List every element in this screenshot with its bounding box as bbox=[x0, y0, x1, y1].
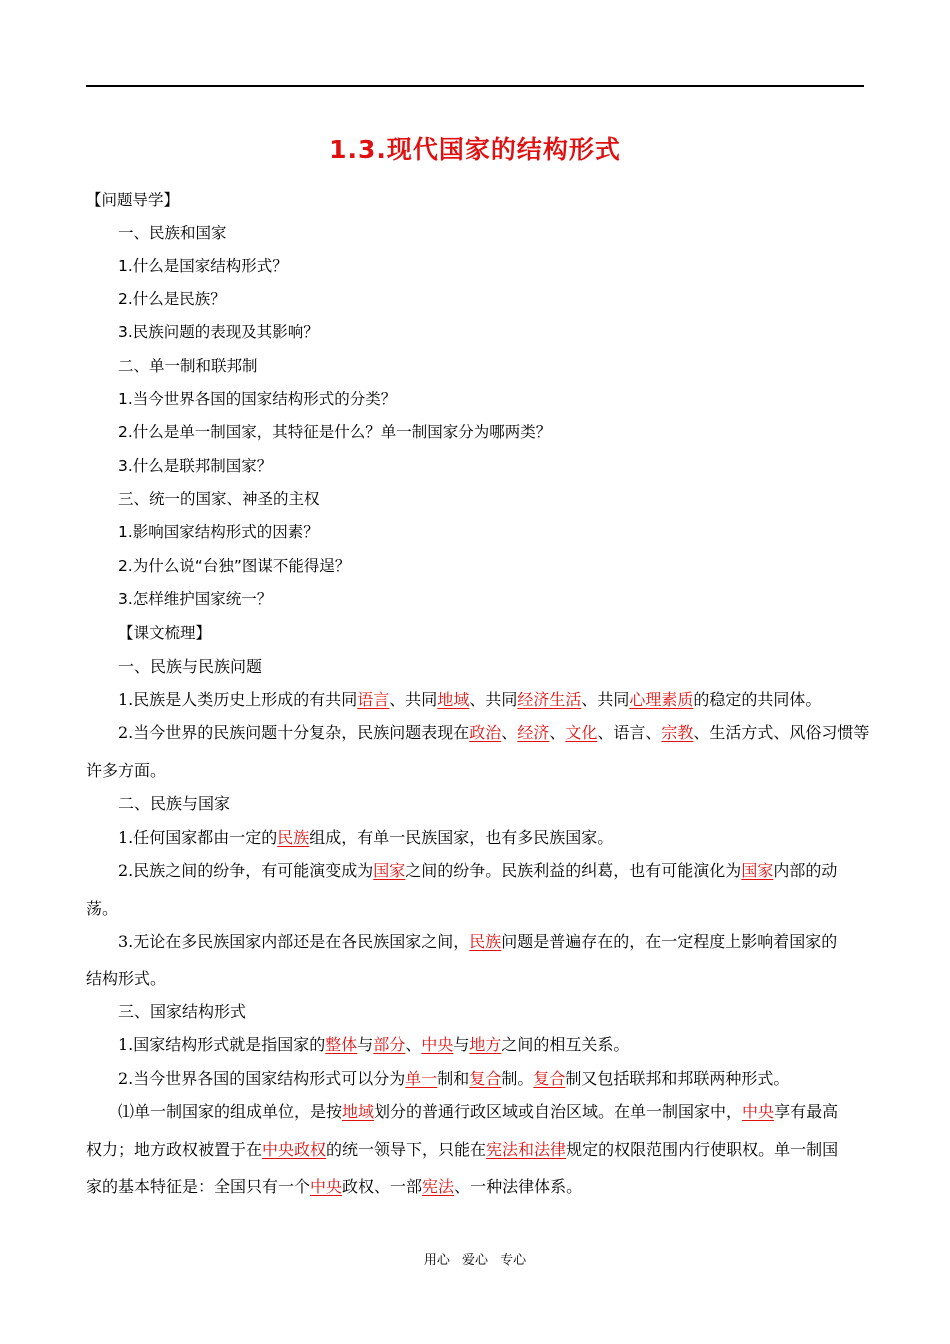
text-segment: 、共同 bbox=[469, 690, 518, 709]
answer-highlight: 宗教 bbox=[661, 723, 694, 742]
text-segment: 、语言、 bbox=[597, 723, 662, 742]
guide-item: 2.什么是民族？ bbox=[118, 290, 226, 308]
text-segment: 与 bbox=[357, 1035, 374, 1054]
text-segment: 、 bbox=[405, 1035, 422, 1054]
answer-highlight: 地方 bbox=[469, 1035, 502, 1054]
paragraph-line: 许多方面。 bbox=[86, 761, 167, 780]
answer-highlight: 中央 bbox=[310, 1177, 343, 1196]
paragraph-line: 结构形式。 bbox=[86, 969, 167, 988]
text-segment: 制又包括联邦和邦联两种形式。 bbox=[565, 1069, 790, 1088]
text-segment: 、共同 bbox=[389, 690, 438, 709]
paragraph-line bbox=[86, 1137, 838, 1160]
paragraph-line bbox=[118, 1066, 789, 1089]
section-title: 二、民族与国家 bbox=[118, 794, 231, 813]
answer-highlight: 经济 bbox=[517, 723, 550, 742]
text-segment: 2.当今世界的民族问题十分复杂，民族问题表现在 bbox=[118, 723, 470, 742]
text-segment: 组成，有单一民族国家，也有多民族国家。 bbox=[309, 828, 614, 847]
paragraph-line bbox=[118, 1032, 629, 1055]
answer-highlight: 宪法 bbox=[422, 1177, 455, 1196]
answer-highlight: 复合 bbox=[533, 1069, 566, 1088]
answer-highlight: 政治 bbox=[469, 723, 502, 742]
answer-highlight: 民族 bbox=[469, 932, 502, 951]
text-segment: 的稳定的共同体。 bbox=[693, 690, 822, 709]
text-segment: 、一种法律体系。 bbox=[454, 1177, 583, 1196]
text-segment: 内部的动 bbox=[773, 861, 838, 880]
page-footer: 用心 爱心 专心 bbox=[423, 1253, 527, 1268]
text-segment: 、生活方式、风俗习惯等 bbox=[693, 723, 870, 742]
text-segment: 政权、一部 bbox=[342, 1177, 423, 1196]
answer-highlight: 宪法和法律 bbox=[486, 1140, 567, 1159]
answer-highlight: 文化 bbox=[565, 723, 598, 742]
paragraph-line bbox=[118, 825, 613, 848]
text-segment: 、 bbox=[549, 723, 566, 742]
answer-highlight: 地域 bbox=[342, 1102, 375, 1121]
answer-highlight: 心理素质 bbox=[629, 690, 694, 709]
text-segment: 之间的纷争。民族利益的纠葛，也有可能演化为 bbox=[405, 861, 742, 880]
answer-highlight: 单一 bbox=[405, 1069, 438, 1088]
text-segment: 权力；地方政权被置于在 bbox=[86, 1140, 263, 1159]
text-segment: 制和 bbox=[437, 1069, 470, 1088]
answer-highlight: 语言 bbox=[357, 690, 390, 709]
text-segment: 1.民族是人类历史上形成的有共同 bbox=[118, 690, 358, 709]
guide-item: 1.什么是国家结构形式？ bbox=[118, 257, 288, 275]
text-segment: 划分的普通行政区域或自治区域。在单一制国家中， bbox=[374, 1102, 743, 1121]
paragraph-line bbox=[118, 929, 837, 952]
text-segment: 规定的权限范围内行使职权。单一制国 bbox=[566, 1140, 839, 1159]
header-rule bbox=[86, 85, 864, 87]
answer-highlight: 民族 bbox=[277, 828, 310, 847]
answer-highlight: 中央 bbox=[421, 1035, 454, 1054]
guide-item: 三、统一的国家、神圣的主权 bbox=[118, 490, 320, 508]
section-title: 三、国家结构形式 bbox=[118, 1002, 247, 1021]
page-title: 1.3.现代国家的结构形式 bbox=[329, 135, 621, 164]
guide-item: 3.民族问题的表现及其影响？ bbox=[118, 323, 319, 341]
text-segment: 家的基本特征是：全国只有一个 bbox=[86, 1177, 311, 1196]
guide-item: 2.为什么说“台独”图谋不能得逞？ bbox=[118, 557, 351, 575]
text-segment: 3.无论在多民族国家内部还是在各民族国家之间， bbox=[118, 932, 470, 951]
answer-highlight: 地域 bbox=[437, 690, 470, 709]
text-segment: 制。 bbox=[501, 1069, 534, 1088]
text-segment: 1.任何国家都由一定的 bbox=[118, 828, 278, 847]
guide-item: 1.当今世界各国的国家结构形式的分类？ bbox=[118, 390, 397, 408]
answer-highlight: 中央政权 bbox=[262, 1140, 327, 1159]
guide-item: 二、单一制和联邦制 bbox=[118, 357, 258, 375]
guide-item: 1.影响国家结构形式的因素？ bbox=[118, 523, 319, 541]
guide-item: 3.怎样维护国家统一？ bbox=[118, 590, 273, 608]
paragraph-line bbox=[118, 1099, 838, 1122]
paragraph-line: 荡。 bbox=[86, 899, 119, 918]
text-segment: 、共同 bbox=[581, 690, 630, 709]
paragraph-line bbox=[118, 720, 870, 743]
text-segment: 、 bbox=[501, 723, 518, 742]
answer-highlight: 中央 bbox=[742, 1102, 775, 1121]
guide-heading: 【问题导学】 bbox=[86, 191, 180, 209]
text-segment: 1.国家结构形式就是指国家的 bbox=[118, 1035, 326, 1054]
answer-highlight: 经济生活 bbox=[517, 690, 582, 709]
guide-item: 一、民族和国家 bbox=[118, 224, 227, 242]
review-heading: 【课文梳理】 bbox=[118, 624, 212, 642]
guide-item: 2.什么是单一制国家，其特征是什么？单一制国家分为哪两类？ bbox=[118, 423, 552, 441]
text-segment: 2.民族之间的纷争，有可能演变成为 bbox=[118, 861, 374, 880]
text-segment: 之间的相互关系。 bbox=[501, 1035, 630, 1054]
guide-item: 3.什么是联邦制国家？ bbox=[118, 457, 273, 475]
text-segment: 问题是普遍存在的，在一定程度上影响着国家的 bbox=[501, 932, 838, 951]
answer-highlight: 国家 bbox=[373, 861, 406, 880]
text-segment: 的统一领导下，只能在 bbox=[326, 1140, 487, 1159]
answer-highlight: 复合 bbox=[469, 1069, 502, 1088]
answer-highlight: 部分 bbox=[373, 1035, 406, 1054]
text-segment: ⑴单一制国家的组成单位，是按 bbox=[118, 1102, 343, 1121]
answer-highlight: 国家 bbox=[741, 861, 774, 880]
section-title: 一、民族与民族问题 bbox=[118, 657, 263, 676]
text-segment: 与 bbox=[453, 1035, 470, 1054]
text-segment: 享有最高 bbox=[774, 1102, 839, 1121]
paragraph-line bbox=[86, 1174, 582, 1197]
paragraph-line bbox=[118, 687, 821, 710]
text-segment: 2.当今世界各国的国家结构形式可以分为 bbox=[118, 1069, 406, 1088]
paragraph-line bbox=[118, 858, 837, 881]
answer-highlight: 整体 bbox=[325, 1035, 358, 1054]
